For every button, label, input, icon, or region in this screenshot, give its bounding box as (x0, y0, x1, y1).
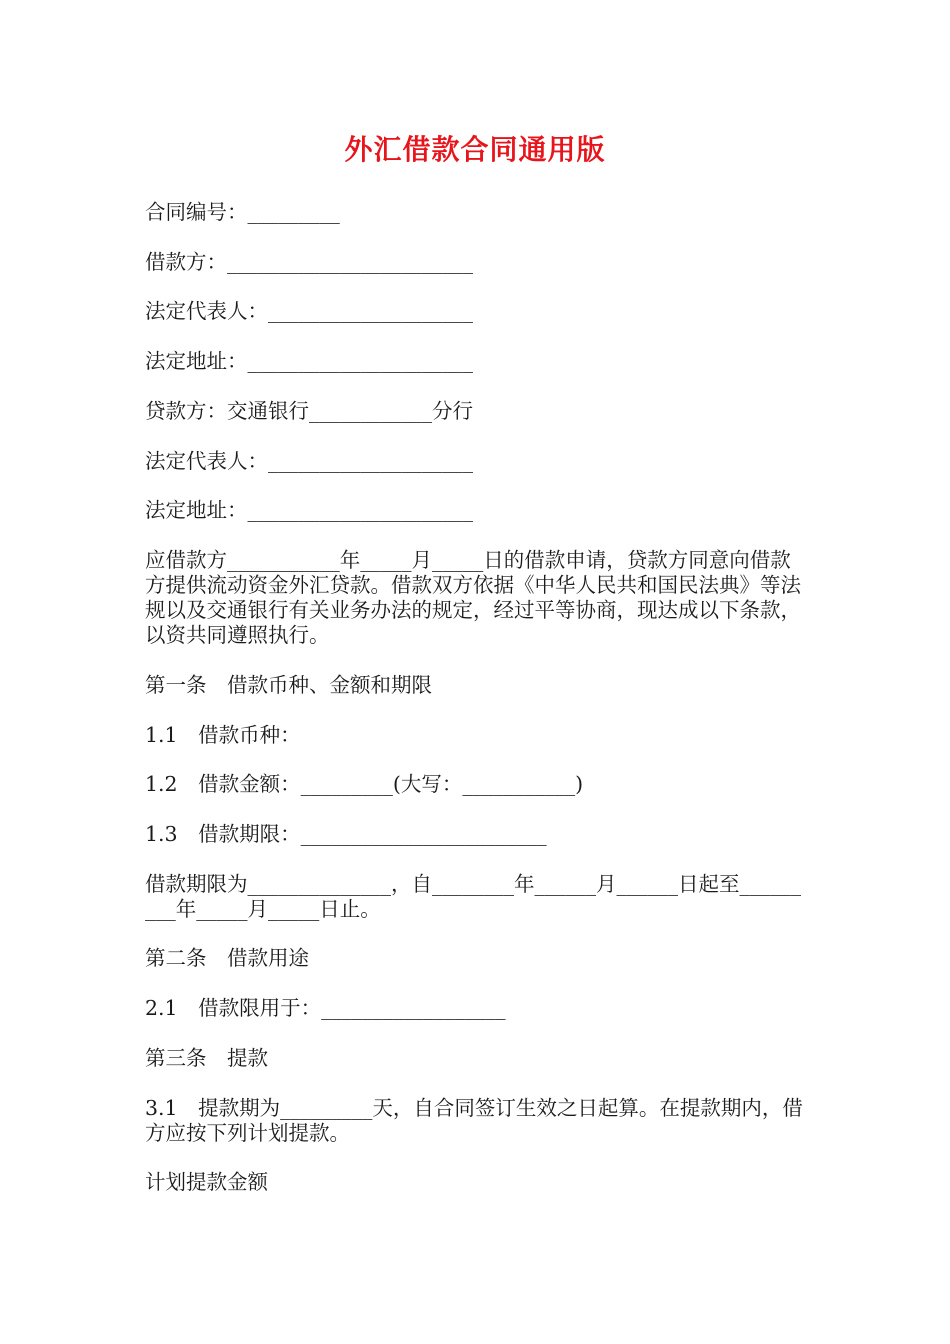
clause-3-1: 3.1 提款期为_________天，自合同签订生效之日起算。在提款期内，借方应按下列计划提款。 (145, 1096, 803, 1145)
article-1-heading: 第一条 借款币种、金额和期限 (145, 673, 432, 697)
lender-line: 贷款方：交通银行____________分行 (145, 399, 473, 423)
borrower-legal-rep-line: 法定代表人：____________________ (145, 299, 473, 323)
article-3-heading: 第三条 提款 (145, 1046, 268, 1070)
borrower-legal-address-line: 法定地址：______________________ (145, 349, 473, 373)
planned-drawdown-heading: 计划提款金额 (145, 1170, 268, 1194)
article-2-heading: 第二条 借款用途 (145, 946, 309, 970)
document-title: 外汇借款合同通用版 (344, 133, 606, 166)
loan-term-paragraph: 借款期限为______________，自________年______月______日起至_________年_____月_____日止。 (145, 872, 801, 921)
preamble-paragraph: 应借款方___________年_____月_____日的借款申请，贷款方同意向借款方提供流动资金外汇贷款。借款双方依据《中华人民共和国民法典》等法规以及交通银行有关业务办法的规定，经过平等协商，现达成以下条款，以资共同遵照执行。 (145, 548, 801, 647)
lender-legal-rep-line: 法定代表人：____________________ (145, 449, 473, 473)
lender-legal-address-line: 法定地址：______________________ (145, 498, 473, 522)
clause-1-1: 1.1 借款币种： (145, 723, 301, 747)
clause-1-3: 1.3 借款期限：________________________ (145, 822, 547, 846)
clause-2-1: 2.1 借款限用于：__________________ (145, 996, 506, 1020)
contract-number-line: 合同编号：_________ (145, 200, 340, 224)
borrower-line: 借款方：________________________ (145, 250, 473, 274)
clause-1-2: 1.2 借款金额：_________(大写：___________) (145, 772, 584, 796)
